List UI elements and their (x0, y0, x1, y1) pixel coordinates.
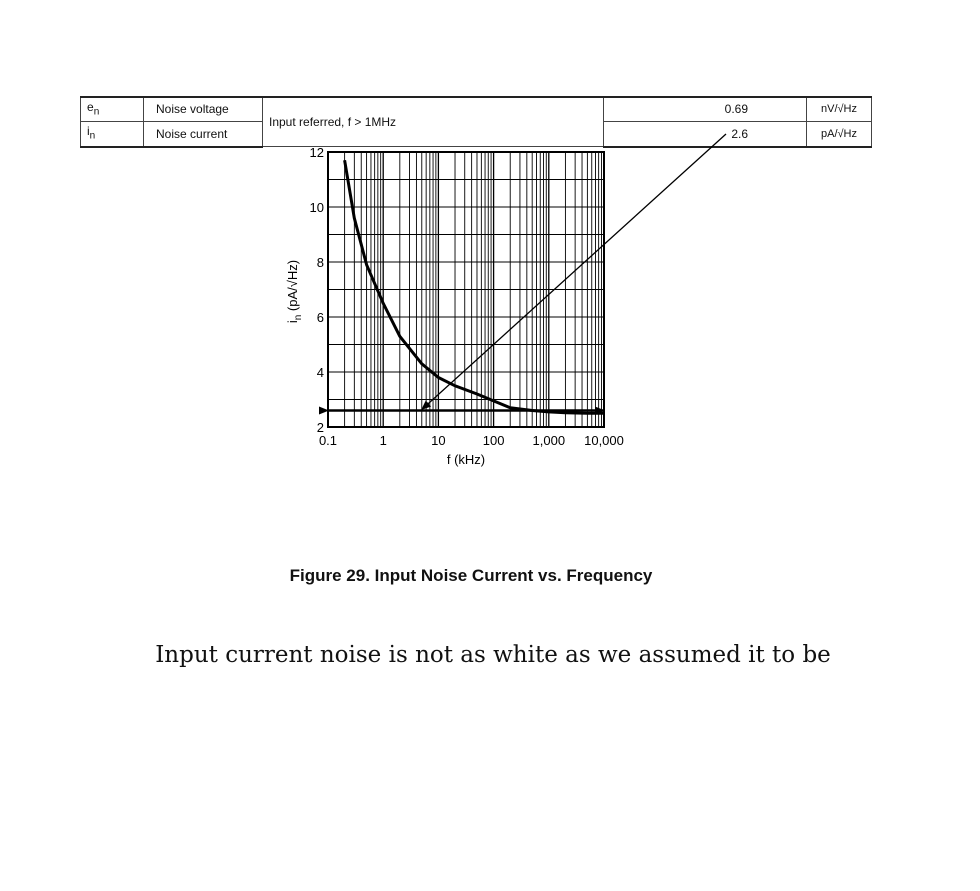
y-tick-label: 6 (316, 310, 324, 325)
figure-caption: Figure 29. Input Noise Current vs. Frequency (289, 566, 653, 585)
x-tick-label: 10 (431, 433, 446, 448)
tick-labels (310, 145, 624, 448)
chart-grid (328, 152, 604, 427)
y-tick-label: 4 (316, 365, 324, 380)
x-tick-label: 10,000 (584, 433, 624, 448)
value-cell: 2.6 (604, 122, 807, 147)
y-tick-label: 10 (309, 200, 324, 215)
y-tick-label: 2 (316, 420, 324, 435)
unit-cell: pA/√Hz (807, 122, 872, 147)
x-tick-label: 1 (379, 433, 387, 448)
parameter-cell: Noise current (144, 122, 263, 147)
parameter-cell: Noise voltage (144, 97, 263, 122)
unit-cell: nV/√Hz (807, 97, 872, 122)
condition-cell: Input referred, f > 1MHz (263, 97, 604, 147)
x-tick-label: 100 (482, 433, 505, 448)
pointer-arrow (422, 134, 726, 410)
value-cell: 0.69 (604, 97, 807, 122)
y-axis-label: $i_n$ (pA/√Hz) (285, 259, 304, 324)
y-tick-label: 12 (309, 145, 324, 160)
x-tick-label: 1,000 (532, 433, 566, 448)
x-axis-label: f (kHz) (446, 452, 486, 467)
annotation-note: Input current noise is not as white as we assumed it to be (155, 642, 831, 668)
symbol-cell: $e_n$ (81, 97, 144, 122)
symbol-cell: $i_n$ (81, 122, 144, 147)
y-tick-label: 8 (316, 255, 324, 270)
x-tick-label: 0.1 (318, 433, 338, 448)
